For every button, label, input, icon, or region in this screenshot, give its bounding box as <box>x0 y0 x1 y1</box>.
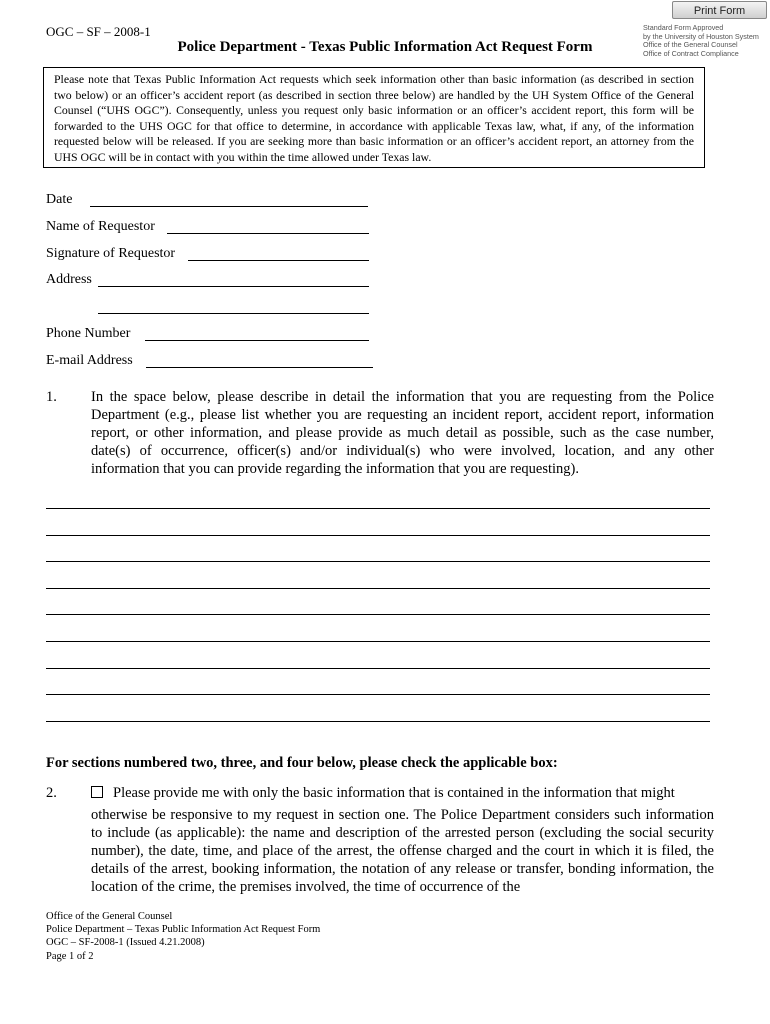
section-2-number: 2. <box>46 785 57 801</box>
section-2-first-line-text: Please provide me with only the basic information that is contained in the information that might <box>113 785 675 801</box>
phone-field[interactable] <box>145 340 369 341</box>
approval-line: by the University of Houston System <box>643 31 759 41</box>
name-label: Name of Requestor <box>46 219 155 234</box>
notice-box: Please note that Texas Public Information Act requests which seek information other than basic information (as described in section two below) or an officer’s accident report (as described in section three below) are handled by the UH System Office of the General Counsel (“UHS OGC”). Consequently, unless you request only basic information or an officer’s accident report, this form will be forwarded to the UHS OGC for that office to determine, in accordance with applicable Texas law, what, if any, of the information requested below will be released. If you are seeking more than basic information or an officer’s accident report, an attorney from the UHS OGC will be in contact with you within the time allowed under Texas law. <box>43 67 705 168</box>
address-field-line2[interactable] <box>98 313 369 314</box>
basic-info-checkbox[interactable] <box>91 786 103 798</box>
answer-line[interactable] <box>46 668 710 669</box>
name-field[interactable] <box>167 233 369 234</box>
date-label: Date <box>46 192 73 207</box>
form-code: OGC – SF – 2008-1 <box>46 24 151 39</box>
answer-line[interactable] <box>46 535 710 536</box>
footer-line: Office of the General Counsel <box>46 911 173 922</box>
answer-line[interactable] <box>46 508 710 509</box>
footer-line: OGC – SF-2008-1 (Issued 4.21.2008) <box>46 937 205 949</box>
print-form-button[interactable]: Print Form <box>672 1 767 19</box>
phone-label: Phone Number <box>46 326 131 341</box>
page-title: Police Department - Texas Public Information Act Request Form <box>177 39 593 55</box>
approval-line: Standard Form Approved <box>643 23 724 32</box>
answer-line[interactable] <box>46 588 710 589</box>
date-field[interactable] <box>90 206 368 207</box>
address-field-line1[interactable] <box>98 286 369 287</box>
section-1-number: 1. <box>46 389 57 405</box>
signature-label: Signature of Requestor <box>46 246 176 261</box>
approval-line: Office of Contract Compliance <box>643 48 739 58</box>
footer-line: Page 1 of 2 <box>46 950 94 962</box>
address-label: Address <box>46 272 92 287</box>
answer-line[interactable] <box>46 694 710 695</box>
approval-line: Office of the General Counsel <box>643 40 738 50</box>
answer-line[interactable] <box>46 614 710 615</box>
email-label: E-mail Address <box>46 353 133 368</box>
email-field[interactable] <box>146 367 373 368</box>
answer-line[interactable] <box>46 561 710 562</box>
answer-line[interactable] <box>46 641 710 642</box>
signature-field[interactable] <box>188 260 369 261</box>
section-1-text: In the space below, please describe in detail the information that you are requesting from the Police Department (e.g., please list whether you are requesting an incident report, accident report, information report, or other information, and please provide as much detail as possible, such as the case number, date(s) of occurrence, officer(s) and/or individual(s) who were involved, location, and any other information that you can provide regarding the information that you are requesting). <box>91 389 714 477</box>
section-2-text: otherwise be responsive to my request in section one. The Police Department considers such information to include (as applicable): the name and description of the arrested person (excluding the social security number), the date, time, and place of the arrest, the offense charged and the court in which it is filed, the details of the arrest, booking information, the notation of any release or transfer, bonding information, the location of the crime, the premises involved, the time of occurrence of the <box>91 807 714 895</box>
answer-line[interactable] <box>46 721 710 722</box>
footer-line: Police Department – Texas Public Information Act Request Form <box>46 924 321 936</box>
checkbox-instructions: For sections numbered two, three, and four below, please check the applicable box: <box>46 755 558 771</box>
section-2-first-line <box>91 784 714 802</box>
footer <box>46 910 320 963</box>
